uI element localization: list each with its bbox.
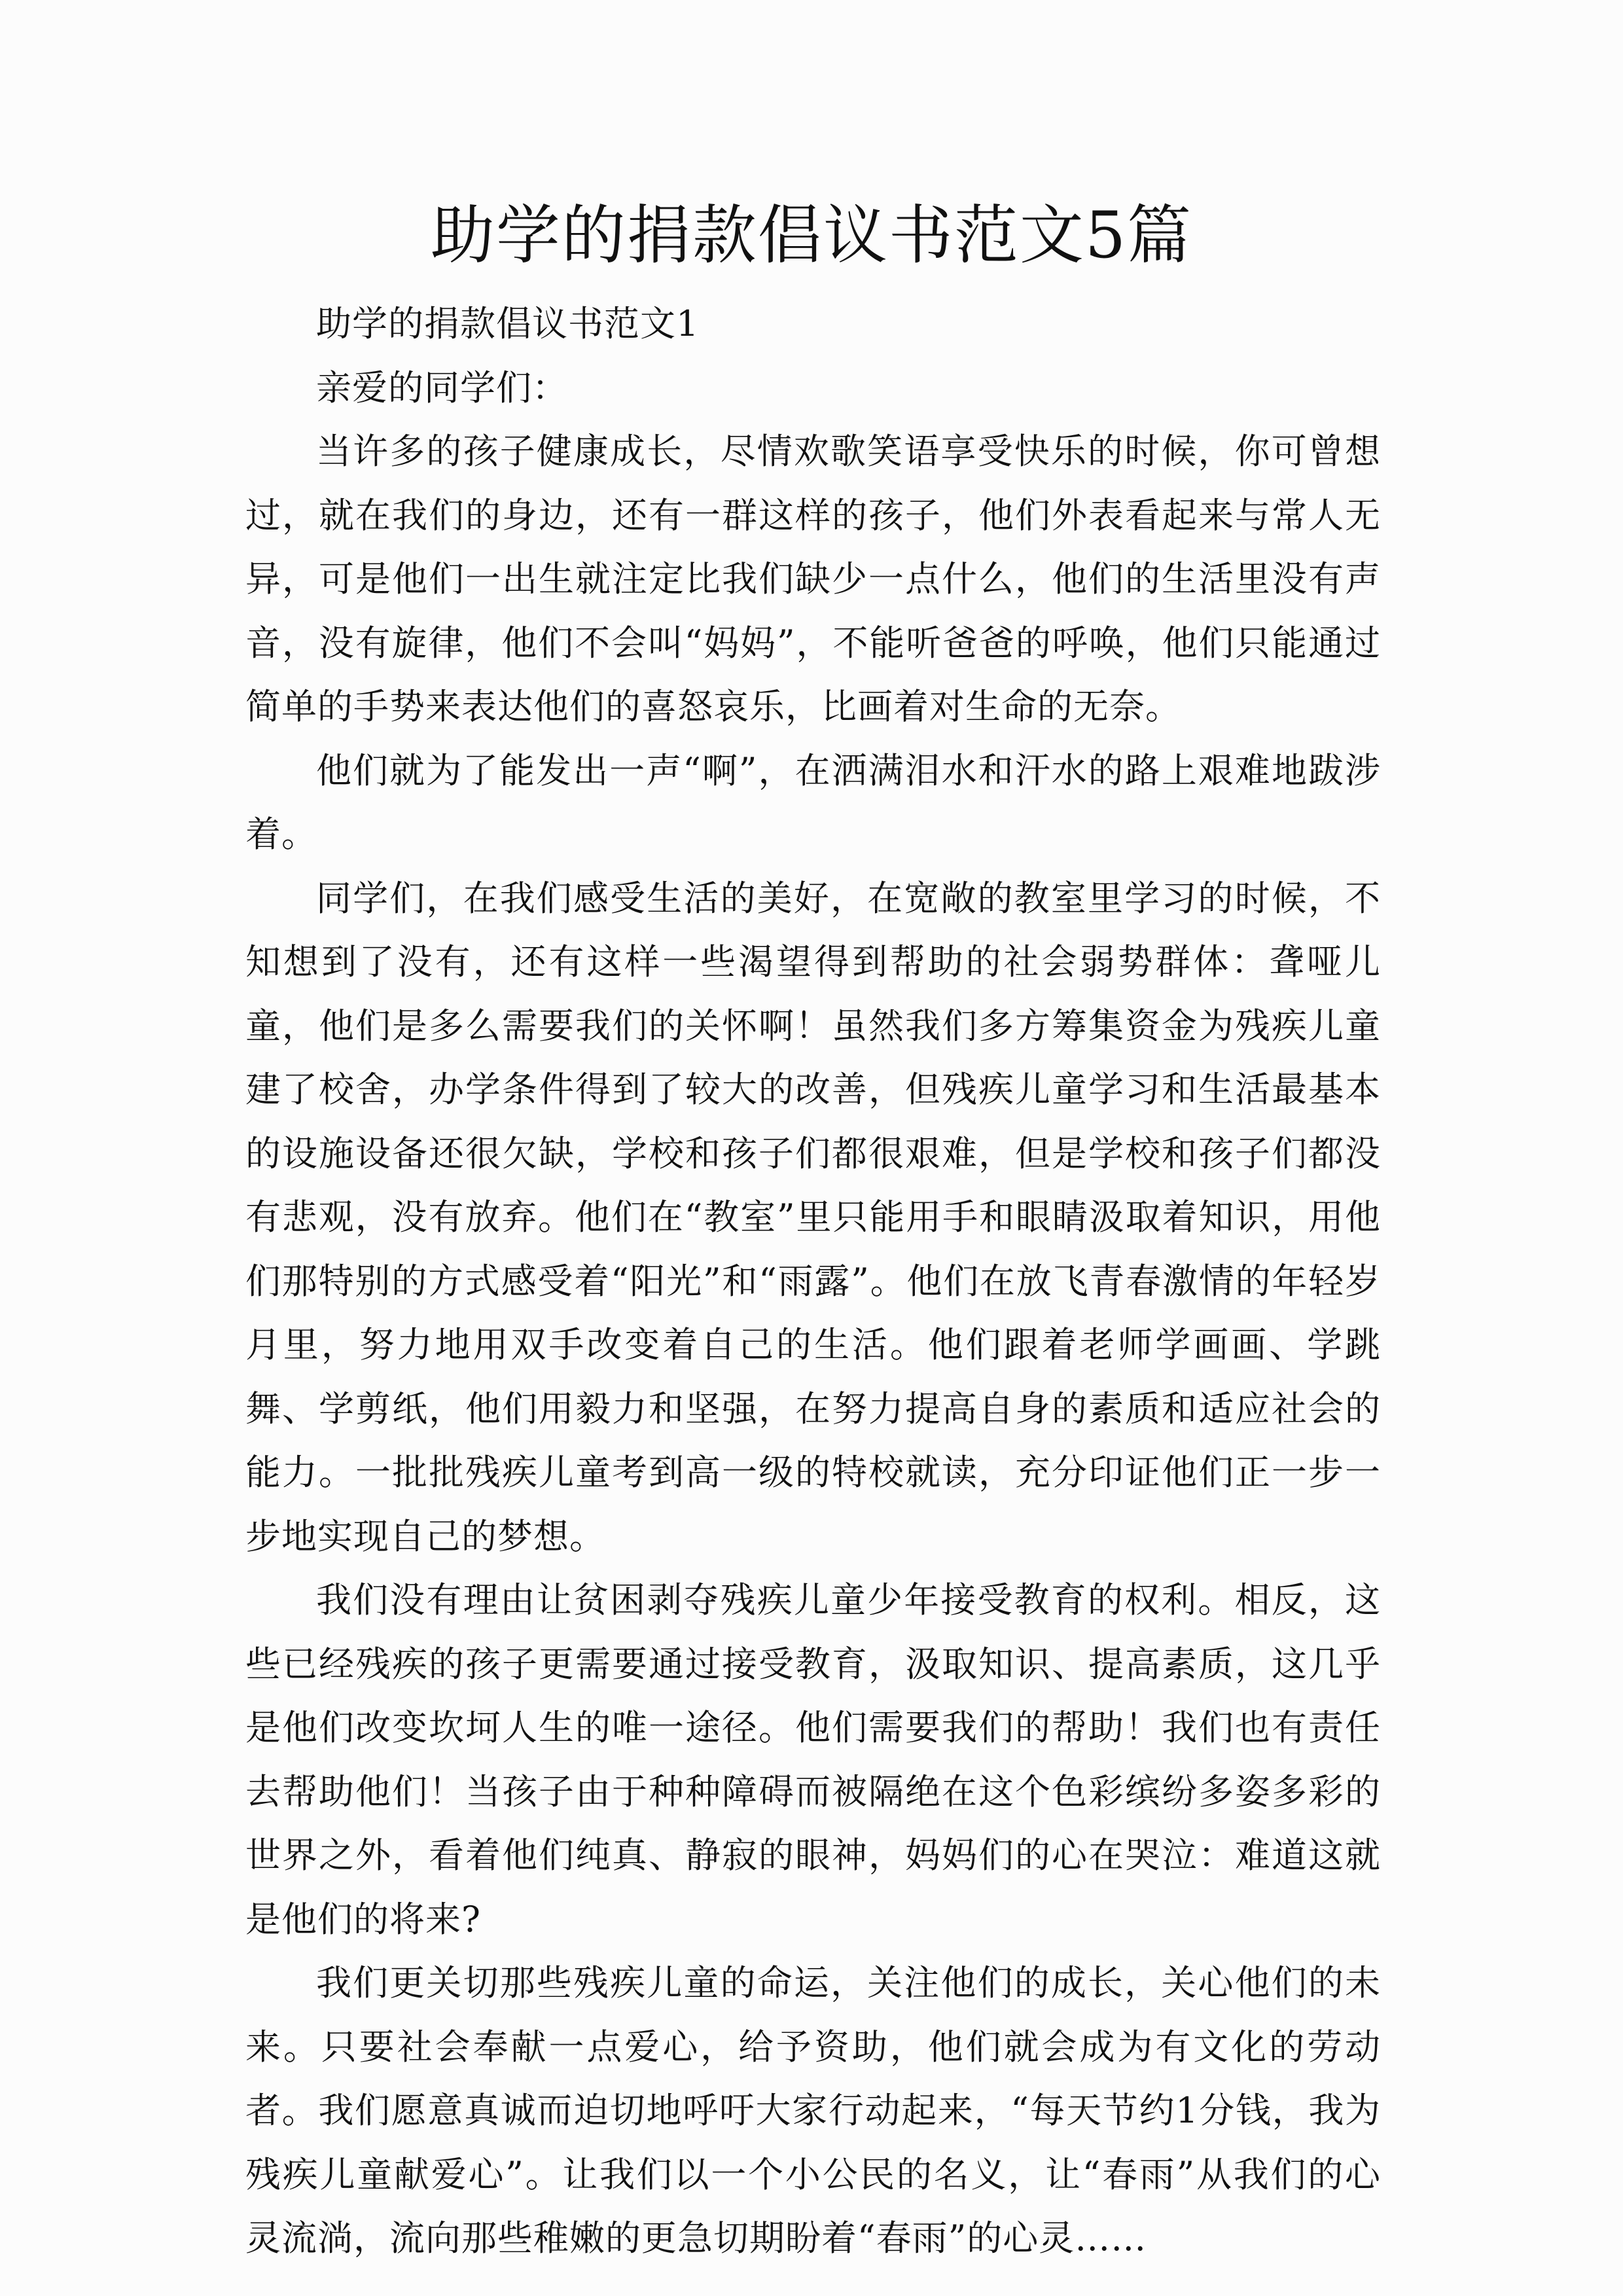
document-title: 助学的捐款倡议书范文5篇 [430,198,1193,273]
paragraph: 同学们，在我们感受生活的美好，在宽敞的教室里学习的时候，不知想到了没有，还有这样一些渴望得到帮助的社会弱势群体：聋哑儿童，他们是多么需要我们的关怀啊！虽然我们多方筹集资金为残疾儿童建了校舍，办学条件得到了较大的改善，但残疾儿童学习和生活最基本的设施设备还很欠缺，学校和孩子们都很艰难，但是学校和孩子们都没有悲观，没有放弃。他们在“教室”里只能用手和眼睛汲取着知识，用他们那特别的方式感受着“阳光”和“雨露”。他们在放飞青春激情的年轻岁月里，努力地用双手改变着自己的生活。他们跟着老师学画画、学跳舞、学剪纸，他们用毅力和坚强，在努力提高自身的素质和适应社会的能力。一批批残疾儿童考到高一级的特校就读，充分印证他们正一步一步地实现自己的梦想。 [245,877,1381,1557]
paragraph: 当许多的孩子健康成长，尽情欢歌笑语享受快乐的时候，你可曾想过，就在我们的身边，还有一群这样的孩子，他们外表看起来与常人无异，可是他们一出生就注定比我们缺少一点什么，他们的生活里没有声音，没有旋律，他们不会叫“妈妈”，不能听爸爸的呼唤，他们只能通过简单的手势来表达他们的喜怒哀乐，比画着对生命的无奈。 [245,431,1381,727]
document-body [245,292,1381,2270]
salutation: 亲爱的同学们： [316,367,568,408]
paragraph: 他们就为了能发出一声“啊”，在洒满泪水和汗水的路上艰难地跋涉着。 [245,749,1381,855]
paragraph: 我们更关切那些残疾儿童的命运，关注他们的成长，关心他们的未来。只要社会奉献一点爱心，给予资助，他们就会成为有文化的劳动者。我们愿意真诚而迫切地呼吁大家行动起来，“每天节约1分钱，我为残疾儿童献爱心”。让我们以一个小公民的名义，让“春雨”从我们的心灵流淌，流向那些稚嫩的更急切期盼着“春雨”的心灵…… [245,1962,1381,2259]
paragraph: 我们没有理由让贫困剥夺残疾儿童少年接受教育的权利。相反，这些已经残疾的孩子更需要通过接受教育，汲取知识、提高素质，这几乎是他们改变坎坷人生的唯一途径。他们需要我们的帮助！我们也有责任去帮助他们！当孩子由于种种障碍而被隔绝在这个色彩缤纷多姿多彩的世界之外，看着他们纯真、静寂的眼神，妈妈们的心在哭泣：难道这就是他们的将来? [245,1579,1381,1940]
section-heading: 助学的捐款倡议书范文1 [316,303,700,344]
